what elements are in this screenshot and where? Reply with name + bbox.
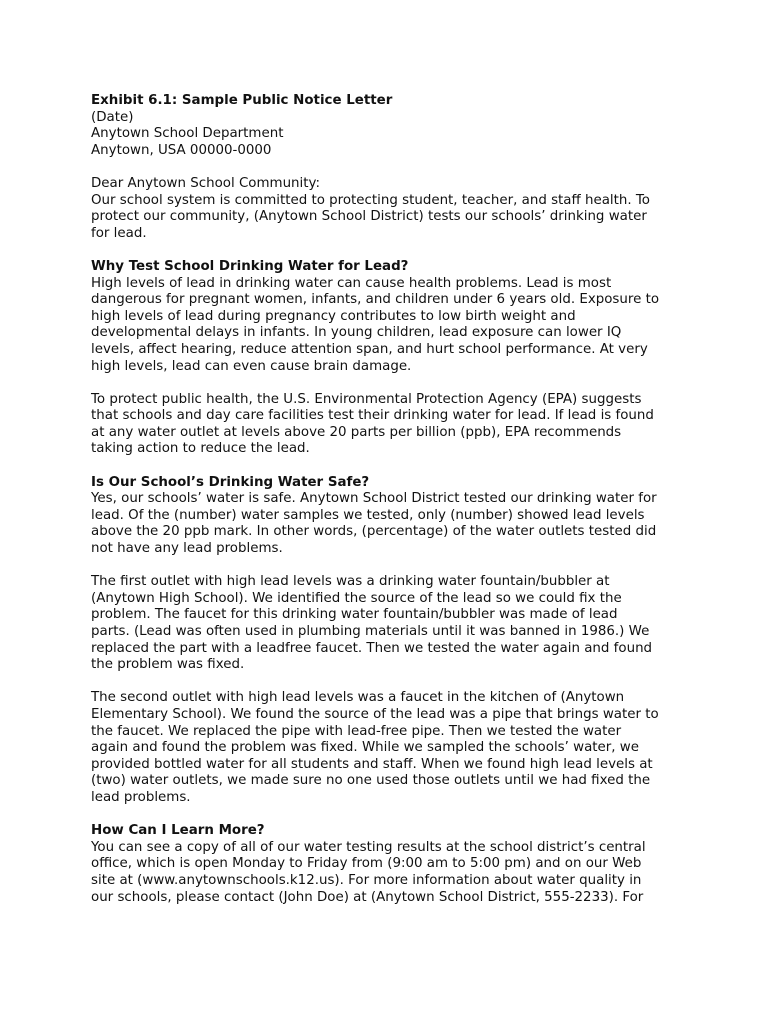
section-heading-learn-more: How Can I Learn More? xyxy=(91,823,265,839)
paragraph-line: high levels, lead can even cause brain damage. xyxy=(91,358,412,374)
paragraph-line: at any water outlet at levels above 20 parts per billion (ppb), EPA recommends xyxy=(91,424,622,440)
spacer xyxy=(91,159,691,176)
sender-address: Anytown, USA 00000-0000 xyxy=(91,142,272,158)
section2-paragraph-3 xyxy=(91,690,691,806)
paragraph-line: lead problems. xyxy=(91,789,191,805)
salutation: Dear Anytown School Community: xyxy=(91,175,320,191)
paragraph-line: the problem was fixed. xyxy=(91,657,245,673)
paragraph-line: problem. The faucet for this drinking water fountain/bubbler was made of lead xyxy=(91,607,618,623)
spacer xyxy=(91,375,691,392)
paragraph-line: You can see a copy of all of our water testing results at the school district’s central xyxy=(91,839,646,855)
section1-paragraph-2 xyxy=(91,392,691,458)
paragraph-line: lead. Of the (number) water samples we tested, only (number) showed lead levels xyxy=(91,507,645,523)
paragraph-line: again and found the problem was fixed. While we sampled the schools’ water, we xyxy=(91,740,640,756)
paragraph-line: High levels of lead in drinking water can cause health problems. Lead is most xyxy=(91,275,612,291)
exhibit-title: Exhibit 6.1: Sample Public Notice Letter xyxy=(91,93,393,108)
paragraph-line: taking action to reduce the lead. xyxy=(91,441,310,457)
paragraph-line: office, which is open Monday to Friday from (9:00 am to 5:00 pm) and on our Web xyxy=(91,856,642,872)
spacer xyxy=(91,458,691,475)
paragraph-line: replaced the part with a leadfree faucet. Then we tested the water again and found xyxy=(91,640,653,656)
paragraph-line: dangerous for pregnant women, infants, and children under 6 years old. Exposure to xyxy=(91,292,660,308)
paragraph-line: levels, affect hearing, reduce attention span, and hurt school performance. At very xyxy=(91,341,648,357)
paragraph-line: protect our community, (Anytown School District) tests our schools’ drinking water xyxy=(91,209,647,225)
paragraph-line: (two) water outlets, we made sure no one used those outlets until we had fixed the xyxy=(91,773,651,789)
paragraph-line: the faucet. We replaced the pipe with lead-free pipe. Then we tested the water xyxy=(91,723,622,739)
paragraph-line: not have any lead problems. xyxy=(91,541,283,557)
section-heading-why-test: Why Test School Drinking Water for Lead? xyxy=(91,258,409,274)
section3-paragraph-1 xyxy=(91,840,691,906)
spacer xyxy=(91,242,691,259)
section1-paragraph-1 xyxy=(91,276,691,376)
paragraph-line: developmental delays in infants. In young children, lead exposure can lower IQ xyxy=(91,325,622,341)
sender-name: Anytown School Department xyxy=(91,126,284,142)
spacer xyxy=(91,807,691,824)
paragraph-line: Elementary School). We found the source of the lead was a pipe that brings water to xyxy=(91,706,659,722)
paragraph-line: provided bottled water for all students and staff. When we found high lead levels at xyxy=(91,756,653,772)
paragraph-line: (Anytown High School). We identified the source of the lead so we could fix the xyxy=(91,590,622,606)
paragraph-line: for lead. xyxy=(91,225,147,241)
paragraph-line: high levels of lead during pregnancy contributes to low birth weight and xyxy=(91,308,576,324)
intro-paragraph xyxy=(91,193,691,243)
spacer xyxy=(91,674,691,691)
spacer xyxy=(91,558,691,575)
paragraph-line: our schools, please contact (John Doe) at (Anytown School District, 555-2233). For xyxy=(91,889,644,905)
section2-paragraph-1 xyxy=(91,491,691,557)
paragraph-line: The second outlet with high lead levels was a faucet in the kitchen of (Anytown xyxy=(91,690,625,706)
paragraph-line: above the 20 ppb mark. In other words, (percentage) of the water outlets tested did xyxy=(91,524,657,540)
paragraph-line: parts. (Lead was often used in plumbing materials until it was banned in 1986.) We xyxy=(91,624,650,639)
paragraph-line: The first outlet with high lead levels was a drinking water fountain/bubbler at xyxy=(91,574,610,590)
document-page xyxy=(91,93,691,906)
section2-paragraph-2 xyxy=(91,574,691,674)
paragraph-line: Yes, our schools’ water is safe. Anytown School District tested our drinking water for xyxy=(91,491,657,507)
paragraph-line: site at (www.anytownschools.k12.us). For more information about water quality in xyxy=(91,872,642,888)
paragraph-line: Our school system is committed to protecting student, teacher, and staff health. To xyxy=(91,192,650,208)
paragraph-line: that schools and day care facilities test their drinking water for lead. If lead is found xyxy=(91,408,654,424)
date-placeholder: (Date) xyxy=(91,109,134,125)
paragraph-line: To protect public health, the U.S. Environmental Protection Agency (EPA) suggests xyxy=(91,391,642,407)
section-heading-is-water-safe: Is Our School’s Drinking Water Safe? xyxy=(91,474,370,490)
